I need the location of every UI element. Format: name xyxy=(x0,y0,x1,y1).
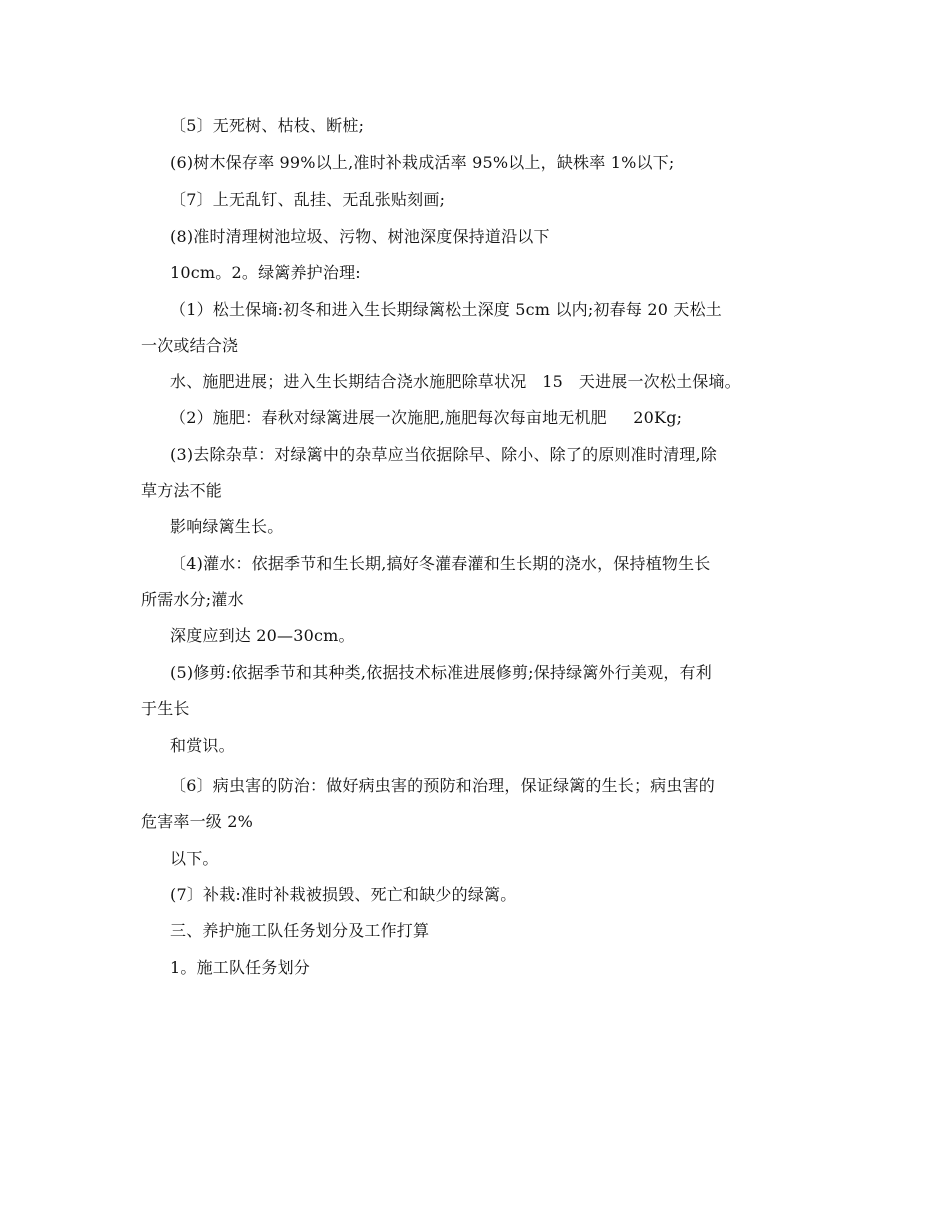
text-line: 影响绿篱生长。 xyxy=(170,517,284,536)
text-line: （2）施肥：春秋对绿篱进展一次施肥,施肥每次每亩地无机肥 20Kg; xyxy=(170,408,683,427)
text-line: 〔5〕无死树、枯枝、断桩; xyxy=(170,116,365,135)
text-line: 1。施工队任务划分 xyxy=(170,958,310,977)
text-line: (3)去除杂草：对绿篱中的杂草应当依据除早、除小、除了的原则准时清理,除 xyxy=(170,445,717,464)
text-line: 和赏识。 xyxy=(170,736,235,755)
text-line: 三、养护施工队任务划分及工作打算 xyxy=(170,921,430,940)
text-line: 水、施肥进展；进入生长期结合浇水施肥除草状况 15 天进展一次松土保墒。 xyxy=(170,372,741,391)
text-line: （1）松土保墒:初冬和进入生长期绿篱松土深度 5cm 以内;初春每 20 天松土 xyxy=(170,300,722,319)
text-line: (6)树木保存率 99%以上,准时补栽成活率 95%以上，缺株率 1%以下; xyxy=(170,153,675,172)
text-line: (5)修剪:依据季节和其种类,依据技术标准进展修剪;保持绿篱外行美观，有利 xyxy=(170,663,712,682)
text-line: 〔7〕上无乱钉、乱挂、无乱张贴刻画; xyxy=(170,190,446,209)
text-line: 10cm。2。绿篱养护治理: xyxy=(170,263,361,282)
text-line: 以下。 xyxy=(170,849,219,868)
text-line: (8)准时清理树池垃圾、污物、树池深度保持道沿以下 xyxy=(170,227,550,246)
text-line: 危害率一级 2% xyxy=(141,812,254,831)
text-line: 一次或结合浇 xyxy=(141,336,239,355)
text-line: 〔6〕病虫害的防治：做好病虫害的预防和治理，保证绿篱的生长；病虫害的 xyxy=(170,776,715,795)
text-line: (7〕补栽:准时补栽被损毁、死亡和缺少的绿篱。 xyxy=(170,885,517,904)
text-line: 于生长 xyxy=(141,699,190,718)
text-line: 所需水分;灌水 xyxy=(141,590,244,609)
text-line: 草方法不能 xyxy=(141,481,223,500)
text-line: 〔4)灌水：依据季节和生长期,搞好冬灌春灌和生长期的浇水，保持植物生长 xyxy=(170,554,711,573)
text-line: 深度应到达 20—30cm。 xyxy=(170,626,355,645)
